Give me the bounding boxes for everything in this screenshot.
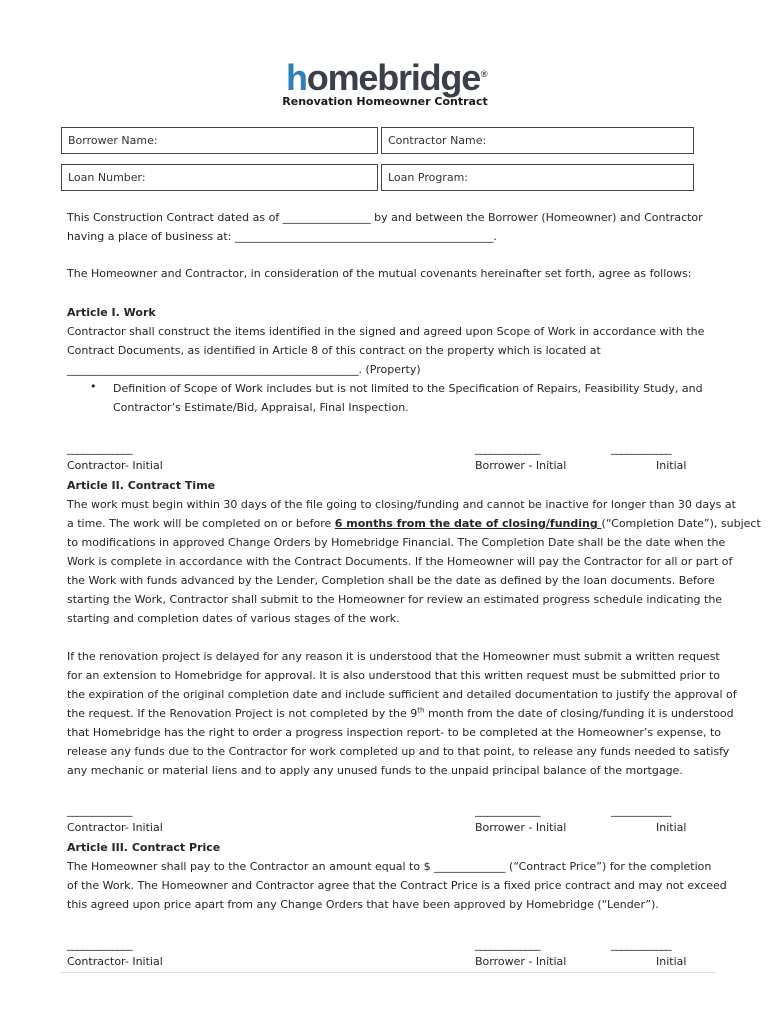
article-1-line: Contract Documents, as identified in Article 8 of this contract on the property which is located at: [67, 344, 601, 357]
borrower-initial-label: Borrower - Initial: [475, 955, 567, 968]
article-1-line: Contractor shall construct the items identified in the signed and agreed upon Scope of Work in accordance with the: [67, 325, 705, 338]
intro-line-2: having a place of business at: _______________________________________________.: [67, 230, 497, 243]
article-2-line: release any funds due to the Contractor for work completed up and to that point, to release any funds needed to satisfy: [67, 745, 730, 758]
article-2-line: the Work with funds advanced by the Lender, Completion shall be the date as defined by the loan documents. Before: [67, 574, 715, 587]
article-2-line: the expiration of the original completion date and include sufficient and detailed documentation to justify the approval of: [67, 688, 737, 701]
loan-program-field[interactable]: Loan Program:: [381, 164, 694, 191]
contractor-initial-line[interactable]: _____________: [67, 442, 132, 455]
logo-house-mark: h: [286, 57, 307, 98]
borrower-initial-line[interactable]: _____________: [475, 442, 540, 455]
article-1-bullet-line: Definition of Scope of Work includes but is not limited to the Specification of Repairs, Feasibility Study, and: [113, 382, 703, 395]
contractor-initial-line[interactable]: _____________: [67, 804, 132, 817]
article-2-line: any mechanic or material liens and to apply any unused funds to the unpaid principal balance of the mortgage.: [67, 764, 683, 777]
article-2-line: starting and completion dates of various stages of the work.: [67, 612, 400, 625]
article-2-line: to modifications in approved Change Orders by Homebridge Financial. The Completion Date shall be the date when the: [67, 536, 726, 549]
initial-label: Initial: [656, 821, 687, 834]
page-bottom-divider: [60, 972, 716, 973]
contractor-initial-label: Contractor- Initial: [67, 821, 163, 834]
article-3-line: this agreed upon price apart from any Change Orders that have been approved by Homebridge (“Lender”).: [67, 898, 659, 911]
document-title: Renovation Homeowner Contract: [282, 95, 488, 108]
article-3-line: of the Work. The Homeowner and Contractor agree that the Contract Price is a fixed price contract and may not exceed: [67, 879, 727, 892]
article-2-line: The work must begin within 30 days of the file going to closing/funding and cannot be inactive for longer than 30 days at: [67, 498, 736, 511]
homebridge-logo: [286, 56, 488, 96]
coborrower-initial-line[interactable]: ____________: [611, 938, 671, 951]
preamble: The Homeowner and Contractor, in consideration of the mutual covenants hereinafter set forth, agree as follows:: [67, 267, 692, 280]
article-2-heading: Article II. Contract Time: [67, 479, 216, 492]
logo-wordmark: omebridge: [306, 57, 481, 98]
borrower-initial-line[interactable]: _____________: [475, 938, 540, 951]
completion-date-term: 6 months from the date of closing/funding: [334, 517, 602, 530]
ordinal-suffix: th: [417, 706, 425, 715]
borrower-initial-line[interactable]: _____________: [475, 804, 540, 817]
article-1-line: _____________________________________________________. (Property): [67, 363, 421, 376]
borrower-initial-label: Borrower - Initial: [475, 459, 567, 472]
article-2-line: the request. If the Renovation Project is not completed by the 9th month from the date of closing/funding it is understood: [67, 706, 734, 720]
bullet-icon: •: [90, 380, 97, 393]
contractor-name-field[interactable]: Contractor Name:: [381, 127, 694, 154]
contractor-initial-label: Contractor- Initial: [67, 459, 163, 472]
intro-line-1: This Construction Contract dated as of ________________ by and between the Borrower (Homeowner) and Contractor: [67, 211, 703, 224]
coborrower-initial-line[interactable]: ____________: [611, 442, 671, 455]
loan-number-field[interactable]: Loan Number:: [61, 164, 378, 191]
article-2-line: for an extension to Homebridge for approval. It is also understood that this written request must be submitted prior to: [67, 669, 721, 682]
article-3-line: The Homeowner shall pay to the Contractor an amount equal to $ _____________ (“Contract Price”) for the completion: [67, 860, 712, 873]
initial-label: Initial: [656, 459, 687, 472]
article-2-line: that Homebridge has the right to order a progress inspection report- to be completed at the Homeowner’s expense, to: [67, 726, 721, 739]
article-1-bullet-line: Contractor’s Estimate/Bid, Appraisal, Final Inspection.: [113, 401, 409, 414]
article-2-line: If the renovation project is delayed for any reason it is understood that the Homeowner must submit a written request: [67, 650, 720, 663]
coborrower-initial-line[interactable]: ____________: [611, 804, 671, 817]
borrower-initial-label: Borrower - Initial: [475, 821, 567, 834]
article-2-line: starting the Work, Contractor shall submit to the Homeowner for review an estimated progress schedule indicating the: [67, 593, 723, 606]
article-3-heading: Article III. Contract Price: [67, 841, 221, 854]
article-1-heading: Article I. Work: [67, 306, 156, 319]
borrower-name-field[interactable]: Borrower Name:: [61, 127, 378, 154]
logo-registered-mark: ®: [481, 69, 488, 79]
article-2-line: a time. The work will be completed on or before 6 months from the date of closing/funding (“Completion Date”), subject: [67, 517, 761, 530]
contractor-initial-label: Contractor- Initial: [67, 955, 163, 968]
initial-label: Initial: [656, 955, 687, 968]
contractor-initial-line[interactable]: _____________: [67, 938, 132, 951]
article-2-line: Work is complete in accordance with the Contract Documents. If the Homeowner will pay the Contractor for all or part of: [67, 555, 733, 568]
